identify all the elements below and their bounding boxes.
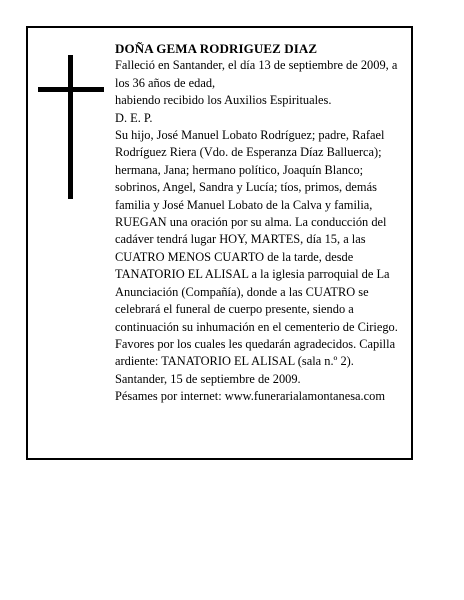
place-date-line: Santander, 15 de septiembre de 2009.	[115, 371, 301, 386]
condolences-line: Pésames por internet: www.funerarialamontanesa.com	[115, 389, 385, 404]
dep-line: D. E. P.	[115, 110, 153, 125]
obituary-text	[115, 40, 411, 406]
family-and-service-details: Su hijo, José Manuel Lobato Rodríguez; padre, Rafael Rodríguez Riera (Vdo. de Esperanza Díaz Balluerca); hermana, Jana; hermano político, Joaquín Blanco; sobrinos, Angel, Sandra y Lucía; tíos, primos, demás familia y José Manuel Lobato de la Calva y familia, RUEGAN una oración por su alma. La conducción del cadáver tendrá lugar HOY, MARTES, día 15, a las CUATRO MENOS CUARTO de la tarde, desde TANATORIO EL ALISAL a la iglesia parroquial de La Anunciación (Compañía), donde a las CUATRO se celebrará el funeral de cuerpo presente, siendo a continuación su inhumación en el cementerio de Ciriego. Favores por los cuales les quedarán agradecidos. Capilla ardiente: TANATORIO EL ALISAL (sala n.º 2).	[115, 128, 398, 369]
cross-vertical-bar	[68, 55, 73, 199]
obituary-notice	[26, 26, 413, 460]
death-line: Falleció en Santander, el día 13 de septiembre de 2009, a los 36 años de edad,	[115, 58, 398, 90]
cross-icon	[38, 55, 104, 199]
sacraments-line: habiendo recibido los Auxilios Espirituales.	[115, 93, 332, 108]
cross-horizontal-bar	[38, 87, 104, 92]
deceased-name: DOÑA GEMA RODRIGUEZ DIAZ	[115, 41, 318, 56]
